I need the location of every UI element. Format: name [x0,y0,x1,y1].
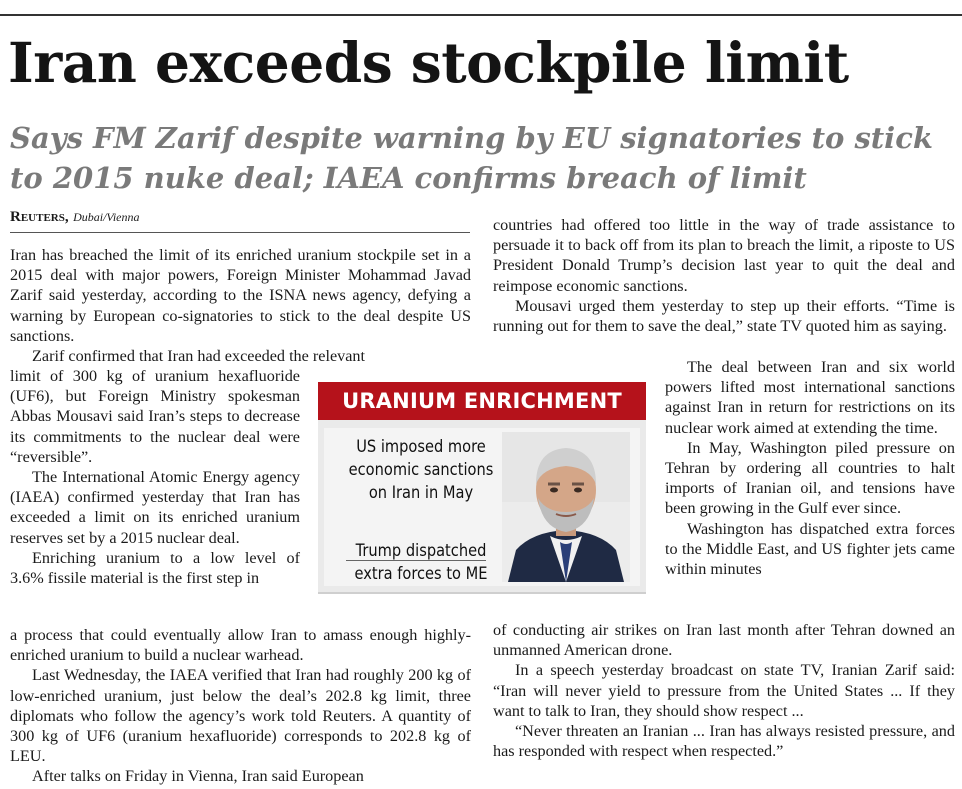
info-box [318,382,646,592]
paragraph: The deal between Iran and six world powers lifted most international sanctions against Iran in return for restrictions on its nuclear work aimed at extending the time. [665,358,955,437]
paragraph: Iran has breached the limit of its enriched uranium stockpile set in a 2015 deal with major powers, Foreign Minister Mohammad Javad Zarif said yesterday, according to the ISNA news agency, defying a warning by European co-signatories to stick to the deal despite US sanctions. [10,246,471,345]
byline-agency: Reuters, [10,209,69,225]
info-fact-forces: Trump dispatched extra forces to ME [354,541,488,584]
paragraph: In May, Washington piled pressure on Tehran by ordering all countries to halt imports of Iranian oil, and tensions have been growing in the Gulf ever since. [665,438,955,518]
paragraph: The International Atomic Energy agency (IAEA) confirmed yesterday that Iran has exceeded a limit on its enriched uranium reserves set by a 2015 nuclear deal. [10,468,300,547]
byline-rule [10,232,470,233]
zarif-portrait-photo [502,432,630,582]
paragraph: limit of 300 kg of uranium hexafluoride (UF6), but Foreign Ministry spokesman Abbas Mousavi said Iran’s steps to decrease its commitments to the nuclear deal were “reversible”. [10,367,300,466]
paragraph: a process that could eventually allow Iran to amass enough highly-enriched uranium to build a nuclear warhead. [10,626,471,665]
paragraph: Enriching uranium to a low level of 3.6% fissile material is the first step in [10,548,300,588]
column-2-top [493,215,955,336]
paragraph: In a speech yesterday broadcast on state TV, Iranian Zarif said: “Iran will never yield to pressure from the United States ... If they want to talk to Iran, they should show respect ... [493,661,955,720]
paragraph: of conducting air strikes on Iran last month after Tehran downed an unmanned American drone. [493,621,955,660]
column-1-top [10,245,471,366]
paragraph: Zarif confirmed that Iran had exceeded the relevant [32,347,366,366]
byline-place: Dubai/Vienna [73,210,140,224]
byline [10,208,140,226]
column-1-bottom [10,625,471,787]
paragraph: After talks on Friday in Vienna, Iran said European [32,767,364,786]
paragraph: Last Wednesday, the IAEA verified that Iran had roughly 200 kg of low-enriched uranium, just below the deal’s 202.8 kg limit, three diplomats who follow the agency’s work told Reuters. A quantity of 300 kg of UF6 (uranium hexafluoride) corresponds to 202.8 kg of LEU. [10,666,471,766]
column-2-bottom [493,620,955,761]
headline: Iran exceeds stockpile limit [8,30,849,95]
top-rule [0,14,962,16]
info-fact-sanctions: US imposed more economic sanctions on Iran in May [348,437,494,503]
paragraph: Washington has dispatched extra forces to the Middle East, and US fighter jets came within minutes [665,519,955,579]
paragraph: Mousavi urged them yesterday to step up their efforts. “Time is running out for them to save the deal,” state TV quoted him as saying. [493,296,955,336]
column-2-narrow [665,357,955,579]
info-box-title: URANIUM ENRICHMENT [318,382,646,420]
paragraph: countries had offered too little in the way of trade assistance to persuade it to back off from its plan to breach the limit, a riposte to US President Donald Trump’s decision last year to quit the deal and reimpose economic sanctions. [493,216,955,295]
column-1-narrow [10,366,300,588]
paragraph: “Never threaten an Iranian ... Iran has always resisted pressure, and has responded with respect when respected.” [493,722,955,761]
info-box-panel [324,428,640,586]
subheadline: Says FM Zarif despite warning by EU signatories to stick to 2015 nuke deal; IAEA confirms breach of limit [10,121,933,195]
